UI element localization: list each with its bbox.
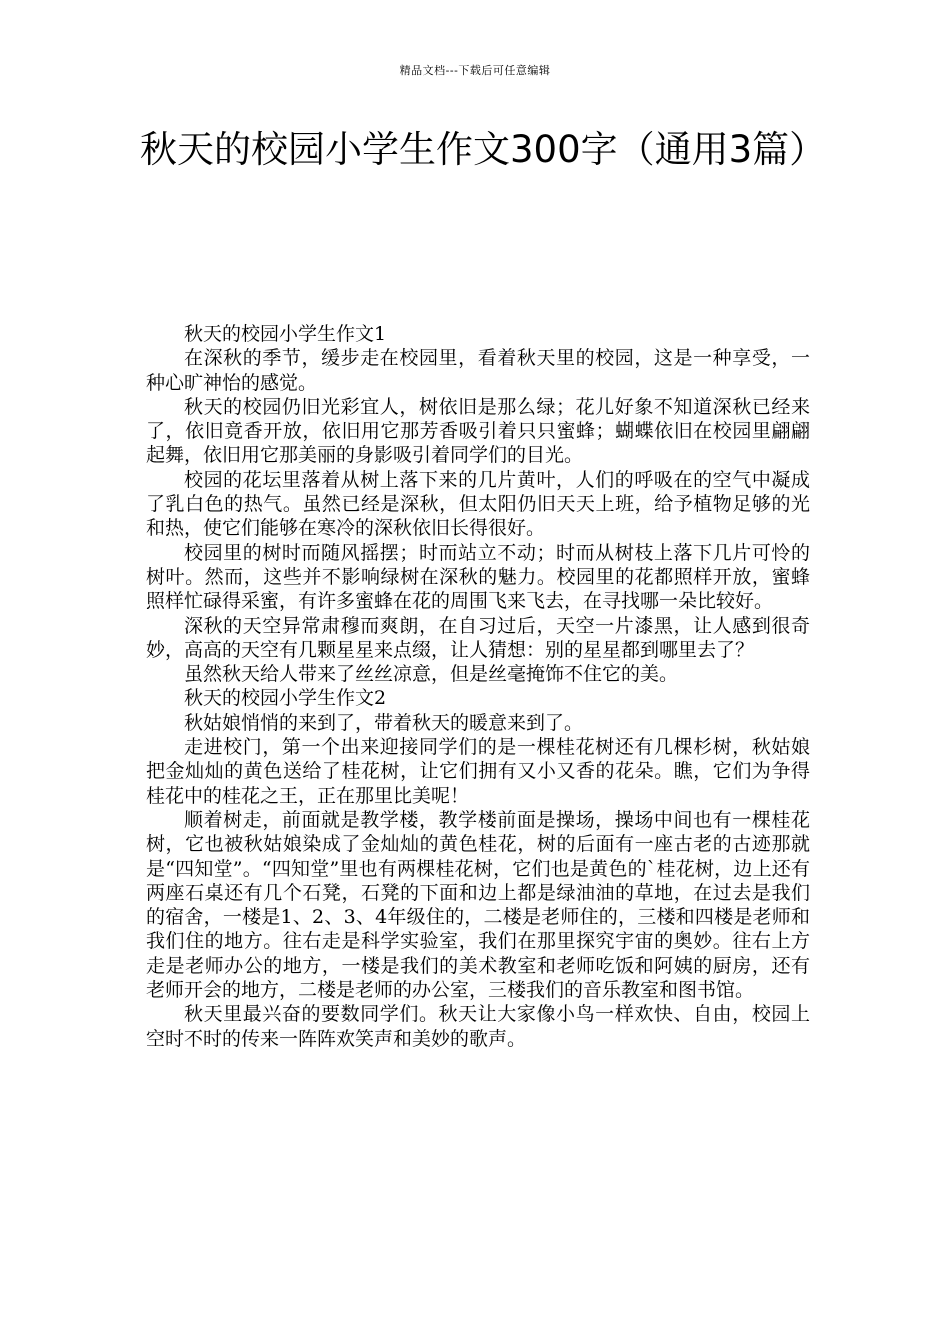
- document-title: 秋天的校园小学生作文300字（通用3篇）: [140, 128, 827, 171]
- paragraph: 虽然秋天给人带来了丝丝凉意，但是丝毫掩饰不住它的美。: [184, 663, 679, 686]
- section-heading-2: 秋天的校园小学生作文2: [184, 687, 387, 710]
- paragraph: 校园的花坛里落着从树上落下来的几片黄叶，人们的呼吸在的空气中凝成了乳白色的热气。虽然已经是深秋，但太阳仍旧天天上班，给予植物足够的光和热，使它们能够在寒冷的深秋依旧长得很好。: [146, 468, 810, 540]
- paragraph: 走进校门，第一个出来迎接同学们的是一棵桂花树还有几棵杉树，秋姑娘把金灿灿的黄色送给了桂花树，让它们拥有又小又香的花朵。瞧，它们为争得桂花中的桂花之王，正在那里比美呢！: [146, 736, 810, 807]
- paragraph: 秋天的校园仍旧光彩宜人，树依旧是那么绿；花儿好象不知道深秋已经来了，依旧竟香开放，依旧用它那芳香吸引着只只蜜蜂；蝴蝶依旧在校园里翩翩起舞，依旧用它那美丽的身影吸引着同学们的目光。: [146, 395, 810, 467]
- header-note: 精品文档---下载后可任意编辑: [399, 64, 551, 77]
- document-body: [146, 322, 810, 1051]
- paragraph: 深秋的天空异常肃穆而爽朗，在自习过后，天空一片漆黑，让人感到很奇妙，高高的天空有几颗星星来点缀，让人猜想：别的星星都到哪里去了？: [146, 614, 810, 661]
- paragraph: 顺着树走，前面就是教学楼，教学楼前面是操场，操场中间也有一棵桂花树，它也被秋姑娘染成了金灿灿的黄色桂花，树的后面有一座古老的古迹那就是“四知堂”。“四知堂”里也有两棵桂花树，它们也是黄色的`桂花树，边上还有两座石桌还有几个石凳，石凳的下面和边上都是绿油油的草地，在过去是我们的宿舍，一楼是1、2、3、4年级住的，二楼是老师住的，三楼和四楼是老师和我们住的地方。往右走是科学实验室，我们在那里探究宇宙的奥妙。往右上方走是老师办公的地方，一楼是我们的美术教室和老师吃饭和阿姨的厨房，还有老师开会的地方，二楼是老师的办公室，三楼我们的音乐教室和图书馆。: [146, 808, 810, 1002]
- paragraph: 秋姑娘悄悄的来到了，带着秋天的暖意来到了。: [184, 711, 584, 734]
- paragraph: 秋天里最兴奋的要数同学们。秋天让大家像小鸟一样欢快、自由，校园上空时不时的传来一阵阵欢笑声和美妙的歌声。: [146, 1003, 810, 1050]
- paragraph: 在深秋的季节，缓步走在校园里，看着秋天里的校园，这是一种享受，一种心旷神怡的感觉。: [146, 347, 810, 394]
- paragraph: 校园里的树时而随风摇摆；时而站立不动；时而从树枝上落下几片可怜的树叶。然而，这些并不影响绿树在深秋的魅力。校园里的花都照样开放，蜜蜂照样忙碌得采蜜，有许多蜜蜂在花的周围飞来飞去，在寻找哪一朵比较好。: [146, 541, 810, 613]
- section-heading-1: 秋天的校园小学生作文1: [184, 323, 387, 345]
